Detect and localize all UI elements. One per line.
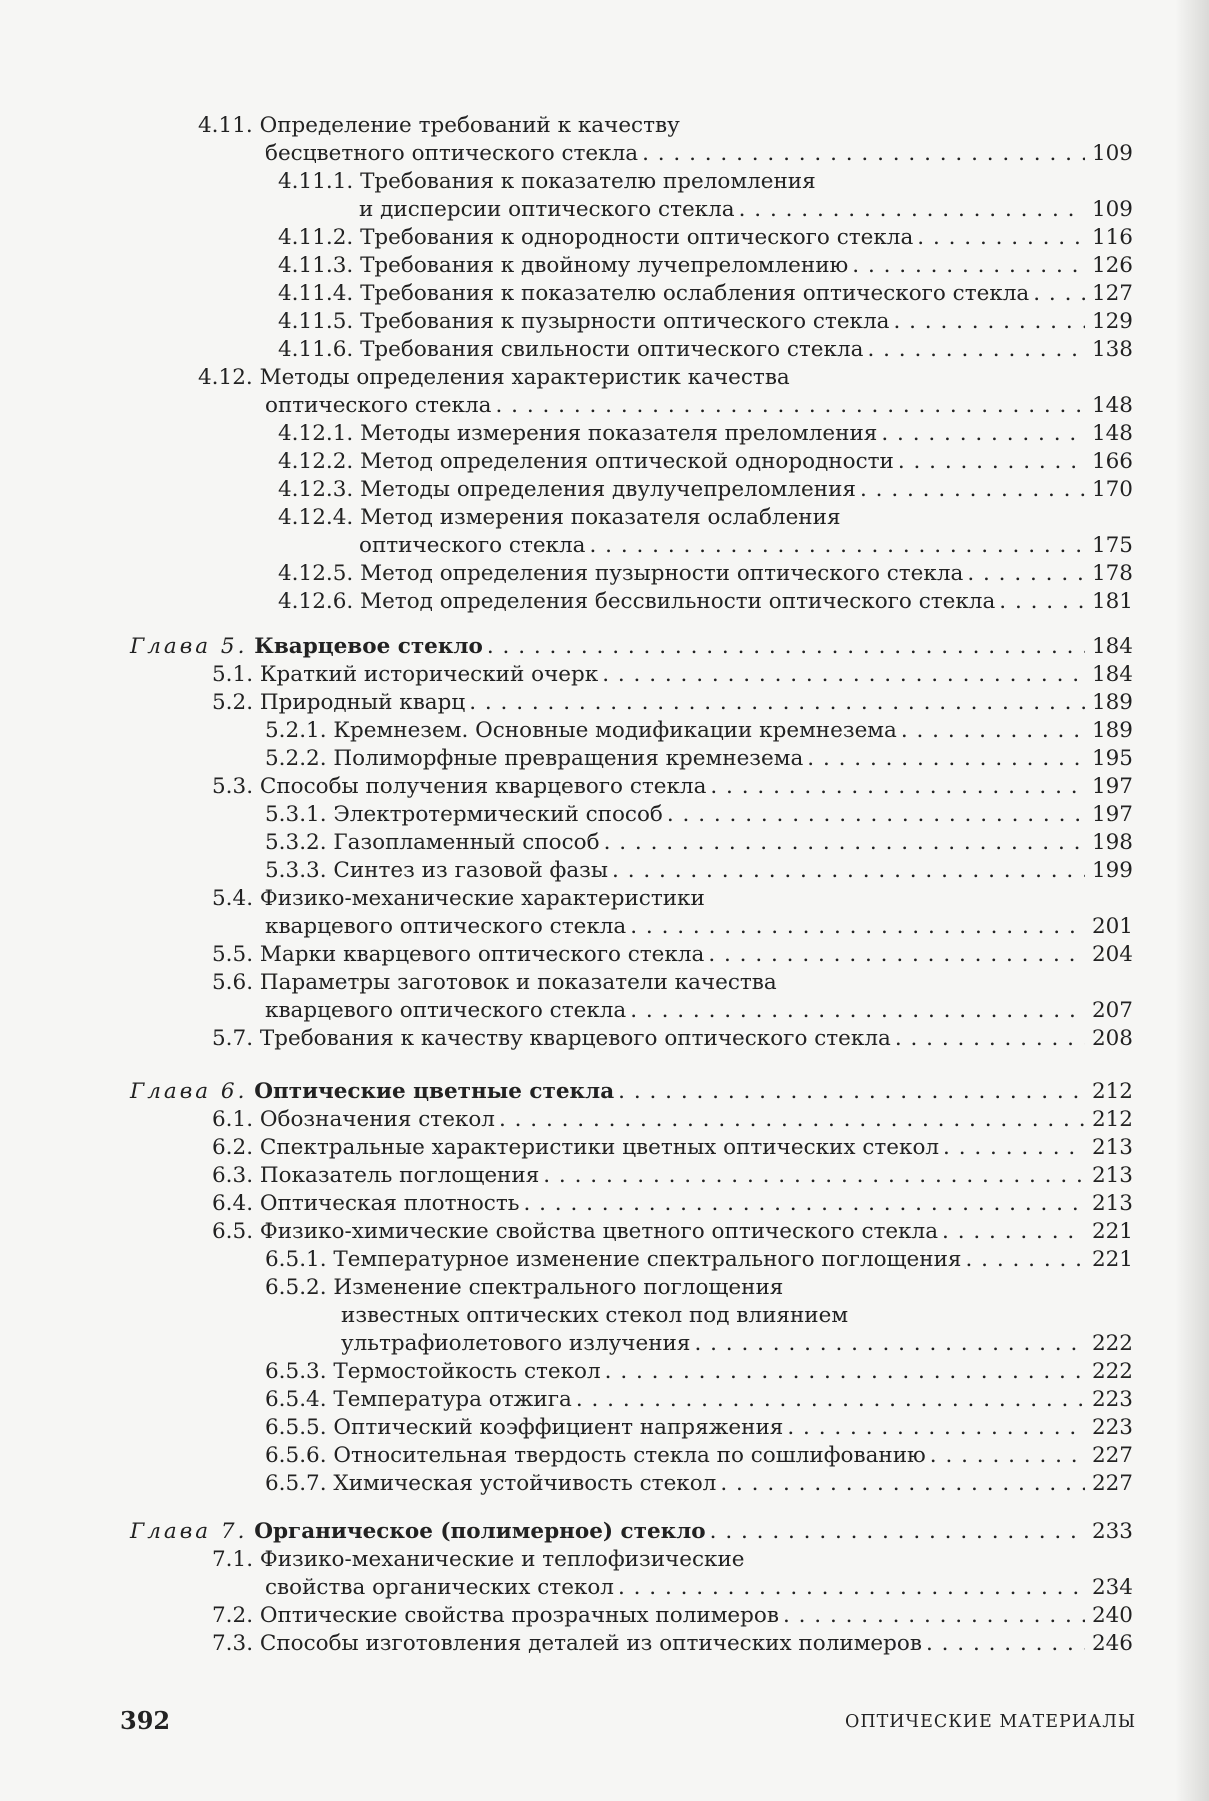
toc-entry-title: Показатель поглощения xyxy=(259,1163,540,1188)
toc-entry-title-text: Определение требований к качеству xyxy=(259,113,680,138)
toc-entry-title-text: Параметры заготовок и показатели качества xyxy=(259,970,777,995)
toc-entry-title-text: Метод измерения показателя ослабления xyxy=(360,505,841,530)
toc-entry-number: 6.4. xyxy=(212,1191,254,1216)
toc-entry-title-cont: ультрафиолетового излучения xyxy=(341,1331,691,1356)
toc-entry-number: 5.7. xyxy=(212,1026,254,1051)
toc-entry xyxy=(212,1162,1133,1190)
leader-dots xyxy=(860,476,1085,504)
leader-dots xyxy=(1033,280,1085,308)
toc-entry xyxy=(212,1602,1133,1630)
toc-entry-title: Электротермический способ xyxy=(333,802,663,827)
leader-dots xyxy=(942,1218,1085,1246)
toc-entry-page: 195 xyxy=(1091,746,1133,771)
toc-entry xyxy=(359,532,1133,560)
toc-entry-number: 4.11.2. xyxy=(278,225,354,250)
toc-entry-page: 234 xyxy=(1091,1575,1133,1600)
toc-entry xyxy=(265,717,1133,745)
toc-entry-title: Методы определения двулучепреломления xyxy=(360,477,856,502)
leader-dots xyxy=(630,913,1085,941)
leader-dots xyxy=(618,1574,1085,1602)
toc-entry-page: 207 xyxy=(1091,998,1133,1023)
toc-entry-number: 5.3.1. xyxy=(265,802,327,827)
toc-entry-number: 6.1. xyxy=(212,1107,254,1132)
toc-entry-page: 227 xyxy=(1091,1443,1133,1468)
chapter-label: Глава 5. xyxy=(130,634,248,659)
toc-entry-page: 201 xyxy=(1091,914,1133,939)
toc-entry-title: Способы изготовления деталей из оптических полимеров xyxy=(259,1631,922,1656)
toc-entry-page: 213 xyxy=(1091,1191,1133,1216)
toc-entry-title: Метод определения оптической однородности xyxy=(360,449,894,474)
toc-entry xyxy=(278,224,1133,252)
toc-entry-title: Требования к двойному лучепреломлению xyxy=(360,253,849,278)
toc-entry-title: Требования свильности оптического стекла xyxy=(360,337,864,362)
toc-entry-number: 6.5.4. xyxy=(265,1387,327,1412)
toc-entry-number: 5.3.3. xyxy=(265,858,327,883)
leader-dots xyxy=(602,661,1085,689)
toc-entry-page: 109 xyxy=(1091,197,1133,222)
toc-entry xyxy=(265,392,1133,420)
toc-entry-title-text: Физико-механические и теплофизические xyxy=(259,1547,745,1572)
chapter-label: Глава 7. xyxy=(130,1519,248,1544)
toc-entry xyxy=(265,997,1133,1025)
toc-entry-title: Требования к качеству кварцевого оптического стекла xyxy=(259,1026,891,1051)
toc-entry-number: 6.3. xyxy=(212,1163,254,1188)
chapter-title: Кварцевое стекло xyxy=(254,634,483,659)
toc-entry-title xyxy=(212,885,705,913)
toc-entry-page: 213 xyxy=(1091,1135,1133,1160)
toc-entry-title: Способы получения кварцевого стекла xyxy=(259,774,707,799)
toc-entry-title: Полиморфные превращения кремнезема xyxy=(333,746,804,771)
toc-entry-title-cont: известных оптических стекол под влиянием xyxy=(341,1303,849,1328)
toc-entry xyxy=(265,745,1133,773)
toc-entry-number: 6.5.5. xyxy=(265,1415,327,1440)
leader-dots xyxy=(710,1518,1085,1546)
toc-entry xyxy=(278,252,1133,280)
toc-entry-page: 221 xyxy=(1091,1219,1133,1244)
toc-entry xyxy=(278,420,1133,448)
toc-entry-number: 5.2.2. xyxy=(265,746,327,771)
toc-entry-page: 189 xyxy=(1091,718,1133,743)
toc-entry-page: 127 xyxy=(1091,281,1133,306)
toc-entry xyxy=(212,1190,1133,1218)
toc-entry-title-cont: оптического стекла xyxy=(265,393,492,418)
toc-entry-title: Спектральные характеристики цветных оптических стекол xyxy=(259,1135,940,1160)
toc-entry-number: 6.5.1. xyxy=(265,1247,327,1272)
toc-entry-page: 184 xyxy=(1091,662,1133,687)
leader-dots xyxy=(589,532,1085,560)
toc-entry-page: 212 xyxy=(1091,1107,1133,1132)
running-title: ОПТИЧЕСКИЕ МАТЕРИАЛЫ xyxy=(845,1712,1137,1732)
toc-entry xyxy=(212,661,1133,689)
toc-entry-page: 129 xyxy=(1091,309,1133,334)
toc-entry-number: 7.2. xyxy=(212,1603,254,1628)
toc-entry-page: 198 xyxy=(1091,830,1133,855)
toc-entry xyxy=(265,1246,1133,1274)
leader-dots xyxy=(523,1190,1085,1218)
toc-entry xyxy=(278,448,1133,476)
toc-chapter-entry xyxy=(130,1078,1133,1106)
toc-entry xyxy=(212,1025,1133,1053)
toc-entry-number: 7.3. xyxy=(212,1631,254,1656)
toc-entry-title: Оптическая плотность xyxy=(259,1191,520,1216)
toc-entry-title-text: Физико-механические характеристики xyxy=(259,886,705,911)
toc-entry-number: 5.4. xyxy=(212,886,254,911)
toc-entry-title-cont: бесцветного оптического стекла xyxy=(265,141,639,166)
toc-entry-page: 181 xyxy=(1091,589,1133,614)
leader-dots xyxy=(667,801,1085,829)
toc-entry-title-text: Требования к показателю преломления xyxy=(360,169,816,194)
toc-entry-number: 6.2. xyxy=(212,1135,254,1160)
toc-entry-title xyxy=(212,969,777,997)
toc-entry-page: 126 xyxy=(1091,253,1133,278)
toc-entry-page: 109 xyxy=(1091,141,1133,166)
toc-entry-page: 208 xyxy=(1091,1026,1133,1051)
toc-entry-title: Химическая устойчивость стекол xyxy=(333,1471,717,1496)
toc-chapter-entry xyxy=(130,633,1133,661)
toc-entry-title: Методы измерения показателя преломления xyxy=(360,421,878,446)
toc-entry-number: 4.11.3. xyxy=(278,253,354,278)
leader-dots xyxy=(630,997,1085,1025)
toc-entry-number: 4.12.2. xyxy=(278,449,354,474)
toc-entry-number: 6.5.2. xyxy=(265,1275,327,1300)
toc-entry-title: Природный кварц xyxy=(259,690,466,715)
toc-entry xyxy=(212,1218,1133,1246)
leader-dots xyxy=(708,941,1085,969)
toc-entry-number: 6.5. xyxy=(212,1219,254,1244)
leader-dots xyxy=(943,1134,1085,1162)
leader-dots xyxy=(499,1106,1085,1134)
toc-entry-title: Газопламенный способ xyxy=(333,830,600,855)
toc-entry-page: 221 xyxy=(1091,1247,1133,1272)
toc-entry-page: 240 xyxy=(1091,1603,1133,1628)
leader-dots xyxy=(783,1602,1085,1630)
toc-entry-number: 4.11.5. xyxy=(278,309,354,334)
toc-entry-page: 246 xyxy=(1091,1631,1133,1656)
toc-entry-number: 4.12.4. xyxy=(278,505,354,530)
leader-dots xyxy=(694,1330,1085,1358)
toc-entry-number: 6.5.7. xyxy=(265,1471,327,1496)
toc-entry-title-text: Изменение спектрального поглощения xyxy=(333,1275,784,1300)
toc-entry-page: 166 xyxy=(1091,449,1133,474)
toc-entry-page: 197 xyxy=(1091,774,1133,799)
toc-entry-title: Требования к однородности оптического стекла xyxy=(360,225,914,250)
toc-entry-number: 4.11.1. xyxy=(278,169,354,194)
leader-dots xyxy=(612,857,1085,885)
toc-entry-number: 4.12.3. xyxy=(278,477,354,502)
toc-entry-number: 4.12. xyxy=(198,365,253,390)
leader-dots xyxy=(930,1442,1085,1470)
toc-entry-title: Синтез из газовой фазы xyxy=(333,858,609,883)
toc-entry-title-cont: свойства органических стекол xyxy=(265,1575,614,1600)
toc-entry-title: Температурное изменение спектрального поглощения xyxy=(333,1247,962,1272)
toc-entry xyxy=(265,1442,1133,1470)
leader-dots xyxy=(893,308,1085,336)
toc-entry-page: 138 xyxy=(1091,337,1133,362)
leader-dots xyxy=(867,336,1085,364)
toc-entry-number: 7.1. xyxy=(212,1547,254,1572)
toc-entry xyxy=(265,1386,1133,1414)
leader-dots xyxy=(999,588,1085,616)
toc-entry-title: Краткий исторический очерк xyxy=(259,662,599,687)
toc-entry-title xyxy=(278,168,816,196)
toc-entry xyxy=(265,857,1133,885)
toc-entry xyxy=(212,1630,1133,1658)
toc-entry xyxy=(278,280,1133,308)
toc-entry-number: 6.5.3. xyxy=(265,1359,327,1384)
toc-entry-page: 222 xyxy=(1091,1331,1133,1356)
toc-entry xyxy=(278,336,1133,364)
toc-entry-title: Обозначения стекол xyxy=(259,1107,495,1132)
toc-entry-page: 189 xyxy=(1091,690,1133,715)
toc-entry xyxy=(265,1414,1133,1442)
toc-entry-page: 227 xyxy=(1091,1471,1133,1496)
toc-entry-title xyxy=(278,504,841,532)
toc-entry xyxy=(212,1106,1133,1134)
leader-dots xyxy=(807,745,1085,773)
toc-entry-page: 116 xyxy=(1091,225,1133,250)
toc-entry xyxy=(265,1470,1133,1498)
toc-entry-title: Метод определения пузырности оптического стекла xyxy=(360,561,964,586)
toc-entry xyxy=(212,689,1133,717)
toc-entry xyxy=(278,560,1133,588)
toc-entry-page: 199 xyxy=(1091,858,1133,883)
leader-dots xyxy=(604,829,1085,857)
toc-entry-number: 5.3. xyxy=(212,774,254,799)
leader-dots xyxy=(618,1078,1085,1106)
toc-entry-page: 233 xyxy=(1091,1519,1133,1544)
leader-dots xyxy=(966,1246,1086,1274)
toc-entry xyxy=(212,773,1133,801)
toc-entry xyxy=(265,829,1133,857)
toc-entry-number: 5.6. xyxy=(212,970,254,995)
toc-entry-title: Относительная твердость стекла по сошлифованию xyxy=(333,1443,926,1468)
leader-dots xyxy=(852,252,1085,280)
toc-entry xyxy=(265,1358,1133,1386)
toc-entry-title-cont: оптического стекла xyxy=(359,533,586,558)
leader-dots xyxy=(487,633,1085,661)
toc-entry-title: Термостойкость стекол xyxy=(333,1359,601,1384)
leader-dots xyxy=(898,448,1085,476)
toc-entry-title-cont: кварцевого оптического стекла xyxy=(265,914,627,939)
leader-dots xyxy=(469,689,1085,717)
toc-entry-title xyxy=(198,112,680,140)
toc-entry xyxy=(359,196,1133,224)
toc-entry-number: 6.5.6. xyxy=(265,1443,327,1468)
toc-entry xyxy=(265,801,1133,829)
leader-dots xyxy=(739,196,1085,224)
toc-entry-number: 5.5. xyxy=(212,942,254,967)
leader-dots xyxy=(787,1414,1085,1442)
toc-entry-page: 197 xyxy=(1091,802,1133,827)
leader-dots xyxy=(543,1162,1085,1190)
toc-entry-page: 175 xyxy=(1091,533,1133,558)
toc-entry-page: 184 xyxy=(1091,634,1133,659)
toc-entry-title: Температура отжига xyxy=(333,1387,572,1412)
toc-entry-number: 5.1. xyxy=(212,662,254,687)
leader-dots xyxy=(576,1386,1085,1414)
toc-entry xyxy=(212,1134,1133,1162)
leader-dots xyxy=(967,560,1085,588)
chapter-title: Органическое (полимерное) стекло xyxy=(254,1519,706,1544)
leader-dots xyxy=(881,420,1085,448)
chapter-label: Глава 6. xyxy=(130,1079,248,1104)
toc-entry xyxy=(278,588,1133,616)
toc-entry-page: 222 xyxy=(1091,1359,1133,1384)
toc-entry-title: Оптические свойства прозрачных полимеров xyxy=(259,1603,779,1628)
toc-entry-title xyxy=(265,1274,783,1302)
toc-entry-title-cont: кварцевого оптического стекла xyxy=(265,998,627,1023)
toc-entry-title: Кремнезем. Основные модификации кремнезема xyxy=(333,718,897,743)
toc-entry-title-cont: и дисперсии оптического стекла xyxy=(359,197,735,222)
leader-dots xyxy=(917,224,1085,252)
toc-entry-number: 4.12.6. xyxy=(278,589,354,614)
toc-entry xyxy=(212,941,1133,969)
toc-entry-number: 5.2. xyxy=(212,690,254,715)
toc-chapter-entry xyxy=(130,1518,1133,1546)
toc-entry-page: 148 xyxy=(1091,393,1133,418)
toc-entry-page: 178 xyxy=(1091,561,1133,586)
toc-entry-number: 4.12.1. xyxy=(278,421,354,446)
toc-entry-page: 170 xyxy=(1091,477,1133,502)
toc-entry-title: Оптический коэффициент напряжения xyxy=(333,1415,784,1440)
toc-entry-page: 204 xyxy=(1091,942,1133,967)
leader-dots xyxy=(926,1630,1085,1658)
leader-dots xyxy=(895,1025,1085,1053)
toc-entry-title: Требования к показателю ослабления оптического стекла xyxy=(360,281,1030,306)
toc-entry-page: 148 xyxy=(1091,421,1133,446)
leader-dots xyxy=(642,140,1085,168)
toc-entry xyxy=(278,308,1133,336)
toc-entry-title xyxy=(198,364,790,392)
toc-entry-number: 4.11. xyxy=(198,113,253,138)
toc-entry-title: Метод определения бессвильности оптического стекла xyxy=(360,589,996,614)
toc-entry-title: Физико-химические свойства цветного оптического стекла xyxy=(259,1219,939,1244)
leader-dots xyxy=(720,1470,1085,1498)
toc-entry-page: 223 xyxy=(1091,1387,1133,1412)
toc-entry-title: Требования к пузырности оптического стекла xyxy=(360,309,890,334)
chapter-title: Оптические цветные стекла xyxy=(254,1079,615,1104)
toc-entry xyxy=(278,476,1133,504)
toc-entry xyxy=(341,1330,1133,1358)
leader-dots xyxy=(495,392,1085,420)
leader-dots xyxy=(710,773,1085,801)
toc-entry-title: Марки кварцевого оптического стекла xyxy=(259,942,705,967)
toc-entry-number: 4.11.4. xyxy=(278,281,354,306)
toc-entry xyxy=(265,1574,1133,1602)
toc-entry-number: 5.2.1. xyxy=(265,718,327,743)
toc-entry-page: 223 xyxy=(1091,1415,1133,1440)
toc-entry xyxy=(265,140,1133,168)
page-number: 392 xyxy=(120,1706,171,1735)
toc-entry-number: 5.3.2. xyxy=(265,830,327,855)
leader-dots xyxy=(605,1358,1085,1386)
toc-entry-page: 213 xyxy=(1091,1163,1133,1188)
leader-dots xyxy=(901,717,1085,745)
toc-entry-page: 212 xyxy=(1091,1079,1133,1104)
toc-entry xyxy=(265,913,1133,941)
toc-entry-title-text: Методы определения характеристик качества xyxy=(259,365,790,390)
toc-entry-number: 4.11.6. xyxy=(278,337,354,362)
toc-entry-number: 4.12.5. xyxy=(278,561,354,586)
toc-entry-title xyxy=(212,1546,745,1574)
